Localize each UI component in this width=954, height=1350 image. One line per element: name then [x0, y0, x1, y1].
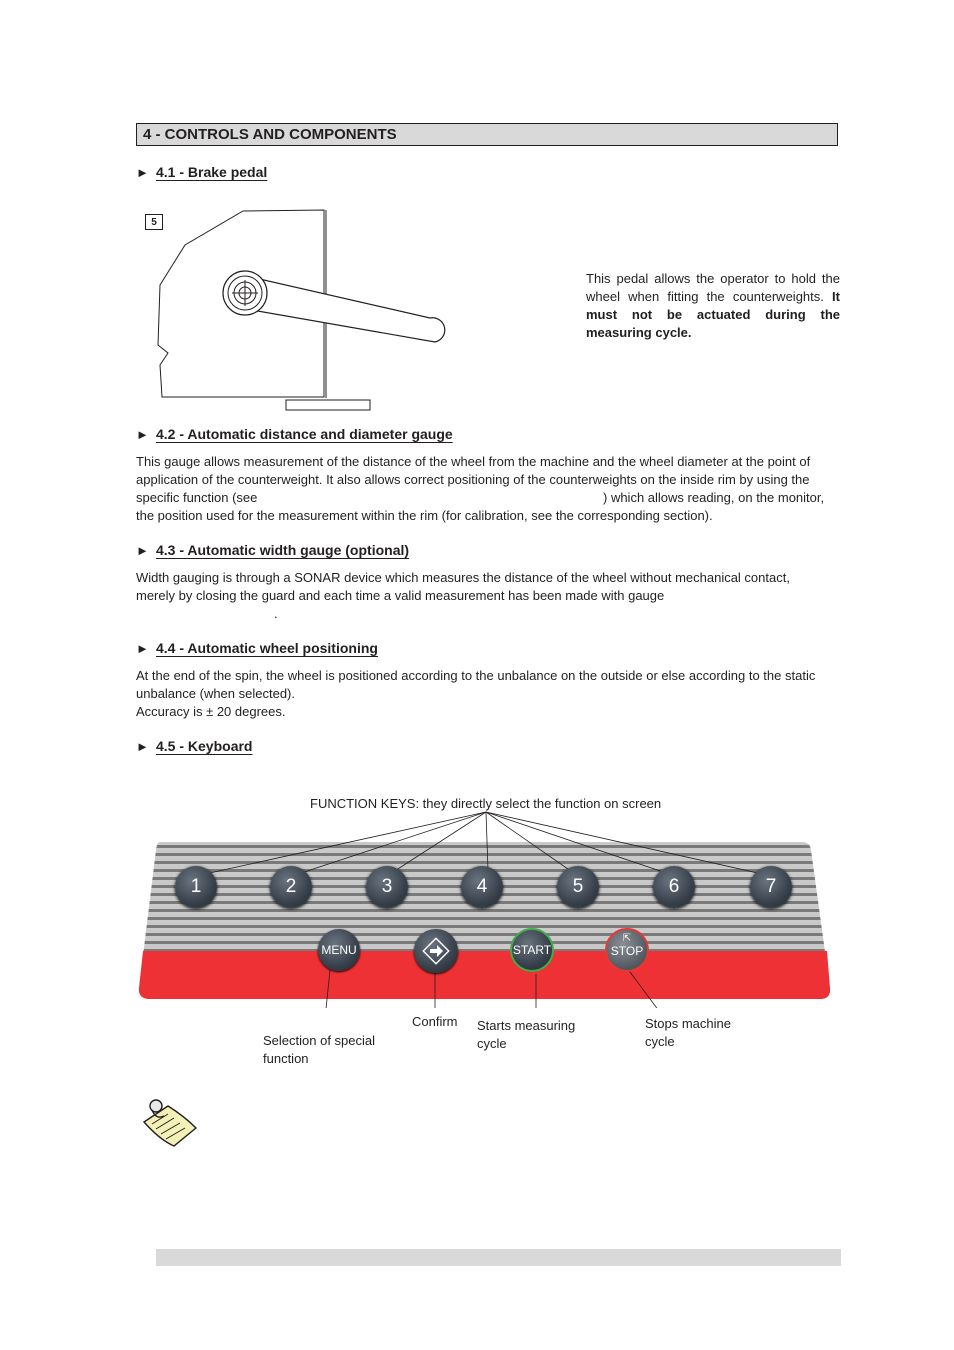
section-4-5-heading — [136, 738, 252, 754]
stop-key[interactable] — [605, 928, 649, 972]
menu-key-description — [263, 1032, 375, 1068]
text-line: Width gauging is through a SONAR device which measures the distance of the wheel without mechanical contact, — [136, 570, 790, 585]
stop-key-description — [645, 1015, 731, 1051]
text-line: cycle — [477, 1036, 507, 1051]
section-4-4-body — [136, 667, 840, 721]
section-4-3-heading — [136, 542, 409, 558]
brake-pedal-figure — [150, 205, 450, 415]
function-key-2[interactable]: 2 — [270, 866, 312, 908]
text-line: . — [274, 606, 278, 621]
start-key[interactable]: START — [510, 928, 554, 972]
note-pin-icon — [138, 1094, 200, 1150]
keyboard-panel — [130, 808, 840, 1008]
brake-pedal-warning: It must not be actuated during the measuring cycle. — [586, 289, 840, 340]
text-fragment: ) which allows reading, on the monitor, — [603, 490, 825, 505]
triangle-bullet-icon: ► — [136, 165, 149, 180]
function-key-3[interactable]: 3 — [366, 866, 408, 908]
function-key-5[interactable]: 5 — [557, 866, 599, 908]
text-line: Starts measuring — [477, 1018, 576, 1033]
text-line-split — [136, 489, 840, 507]
text-line: Selection of special — [263, 1033, 376, 1048]
brake-pedal-text: This pedal allows the operator to hold the wheel when fitting the counterweights. — [586, 271, 840, 304]
section-4-5-title: 4.5 - Keyboard — [156, 738, 253, 754]
triangle-bullet-icon: ► — [136, 543, 149, 558]
text-line: merely by closing the guard and each time a valid measurement has been made with gauge — [136, 588, 665, 603]
text-line: the position used for the measurement within the rim (for calibration, see the corresponding section). — [136, 508, 713, 523]
function-key-6[interactable]: 6 — [653, 866, 695, 908]
section-4-3-body — [136, 569, 840, 623]
section-4-1-heading — [136, 164, 267, 180]
text-line: This gauge allows measurement of the distance of the wheel from the machine and the wheel diameter at the point of — [136, 454, 811, 469]
text-line: unbalance (when selected). — [136, 686, 295, 701]
function-key-4[interactable]: 4 — [461, 866, 503, 908]
section-4-2-title: 4.2 - Automatic distance and diameter gauge — [156, 426, 453, 442]
text-line: Accuracy is ± 20 degrees. — [136, 704, 286, 719]
stop-key-label: STOP — [610, 944, 644, 958]
stop-arrow-icon: ⇱ — [622, 933, 632, 944]
text-line: Stops machine — [645, 1016, 731, 1031]
section-4-1-title: 4.1 - Brake pedal — [156, 164, 268, 180]
section-4-2-body — [136, 453, 840, 525]
confirm-arrow-icon — [414, 929, 458, 973]
figure-number: 5 — [145, 214, 163, 230]
text-line: At the end of the spin, the wheel is positioned according to the unbalance on the outside or else according to the static — [136, 668, 816, 683]
text-line: function — [263, 1051, 309, 1066]
triangle-bullet-icon: ► — [136, 739, 149, 754]
text-line: cycle — [645, 1034, 675, 1049]
start-key-description — [477, 1017, 575, 1053]
function-key-1[interactable]: 1 — [175, 866, 217, 908]
confirm-key[interactable] — [414, 929, 458, 973]
text-line: application of the counterweight. It also allows correct positioning of the counterweights on the inside rim by using the — [136, 472, 810, 487]
function-key-7[interactable]: 7 — [750, 866, 792, 908]
confirm-key-description: Confirm — [412, 1014, 458, 1029]
chapter-title: 4 - CONTROLS AND COMPONENTS — [136, 123, 838, 146]
section-4-2-heading — [136, 426, 453, 442]
section-4-4-title: 4.4 - Automatic wheel positioning — [156, 640, 378, 656]
text-fragment: specific function (see — [136, 490, 258, 505]
footer-bar — [156, 1249, 841, 1266]
triangle-bullet-icon: ► — [136, 641, 149, 656]
brake-pedal-description — [586, 270, 840, 342]
function-keys-caption: FUNCTION KEYS: they directly select the function on screen — [310, 796, 662, 811]
menu-key[interactable]: MENU — [318, 929, 360, 971]
section-4-4-heading — [136, 640, 378, 656]
triangle-bullet-icon: ► — [136, 427, 149, 442]
section-4-3-title: 4.3 - Automatic width gauge (optional) — [156, 542, 410, 558]
